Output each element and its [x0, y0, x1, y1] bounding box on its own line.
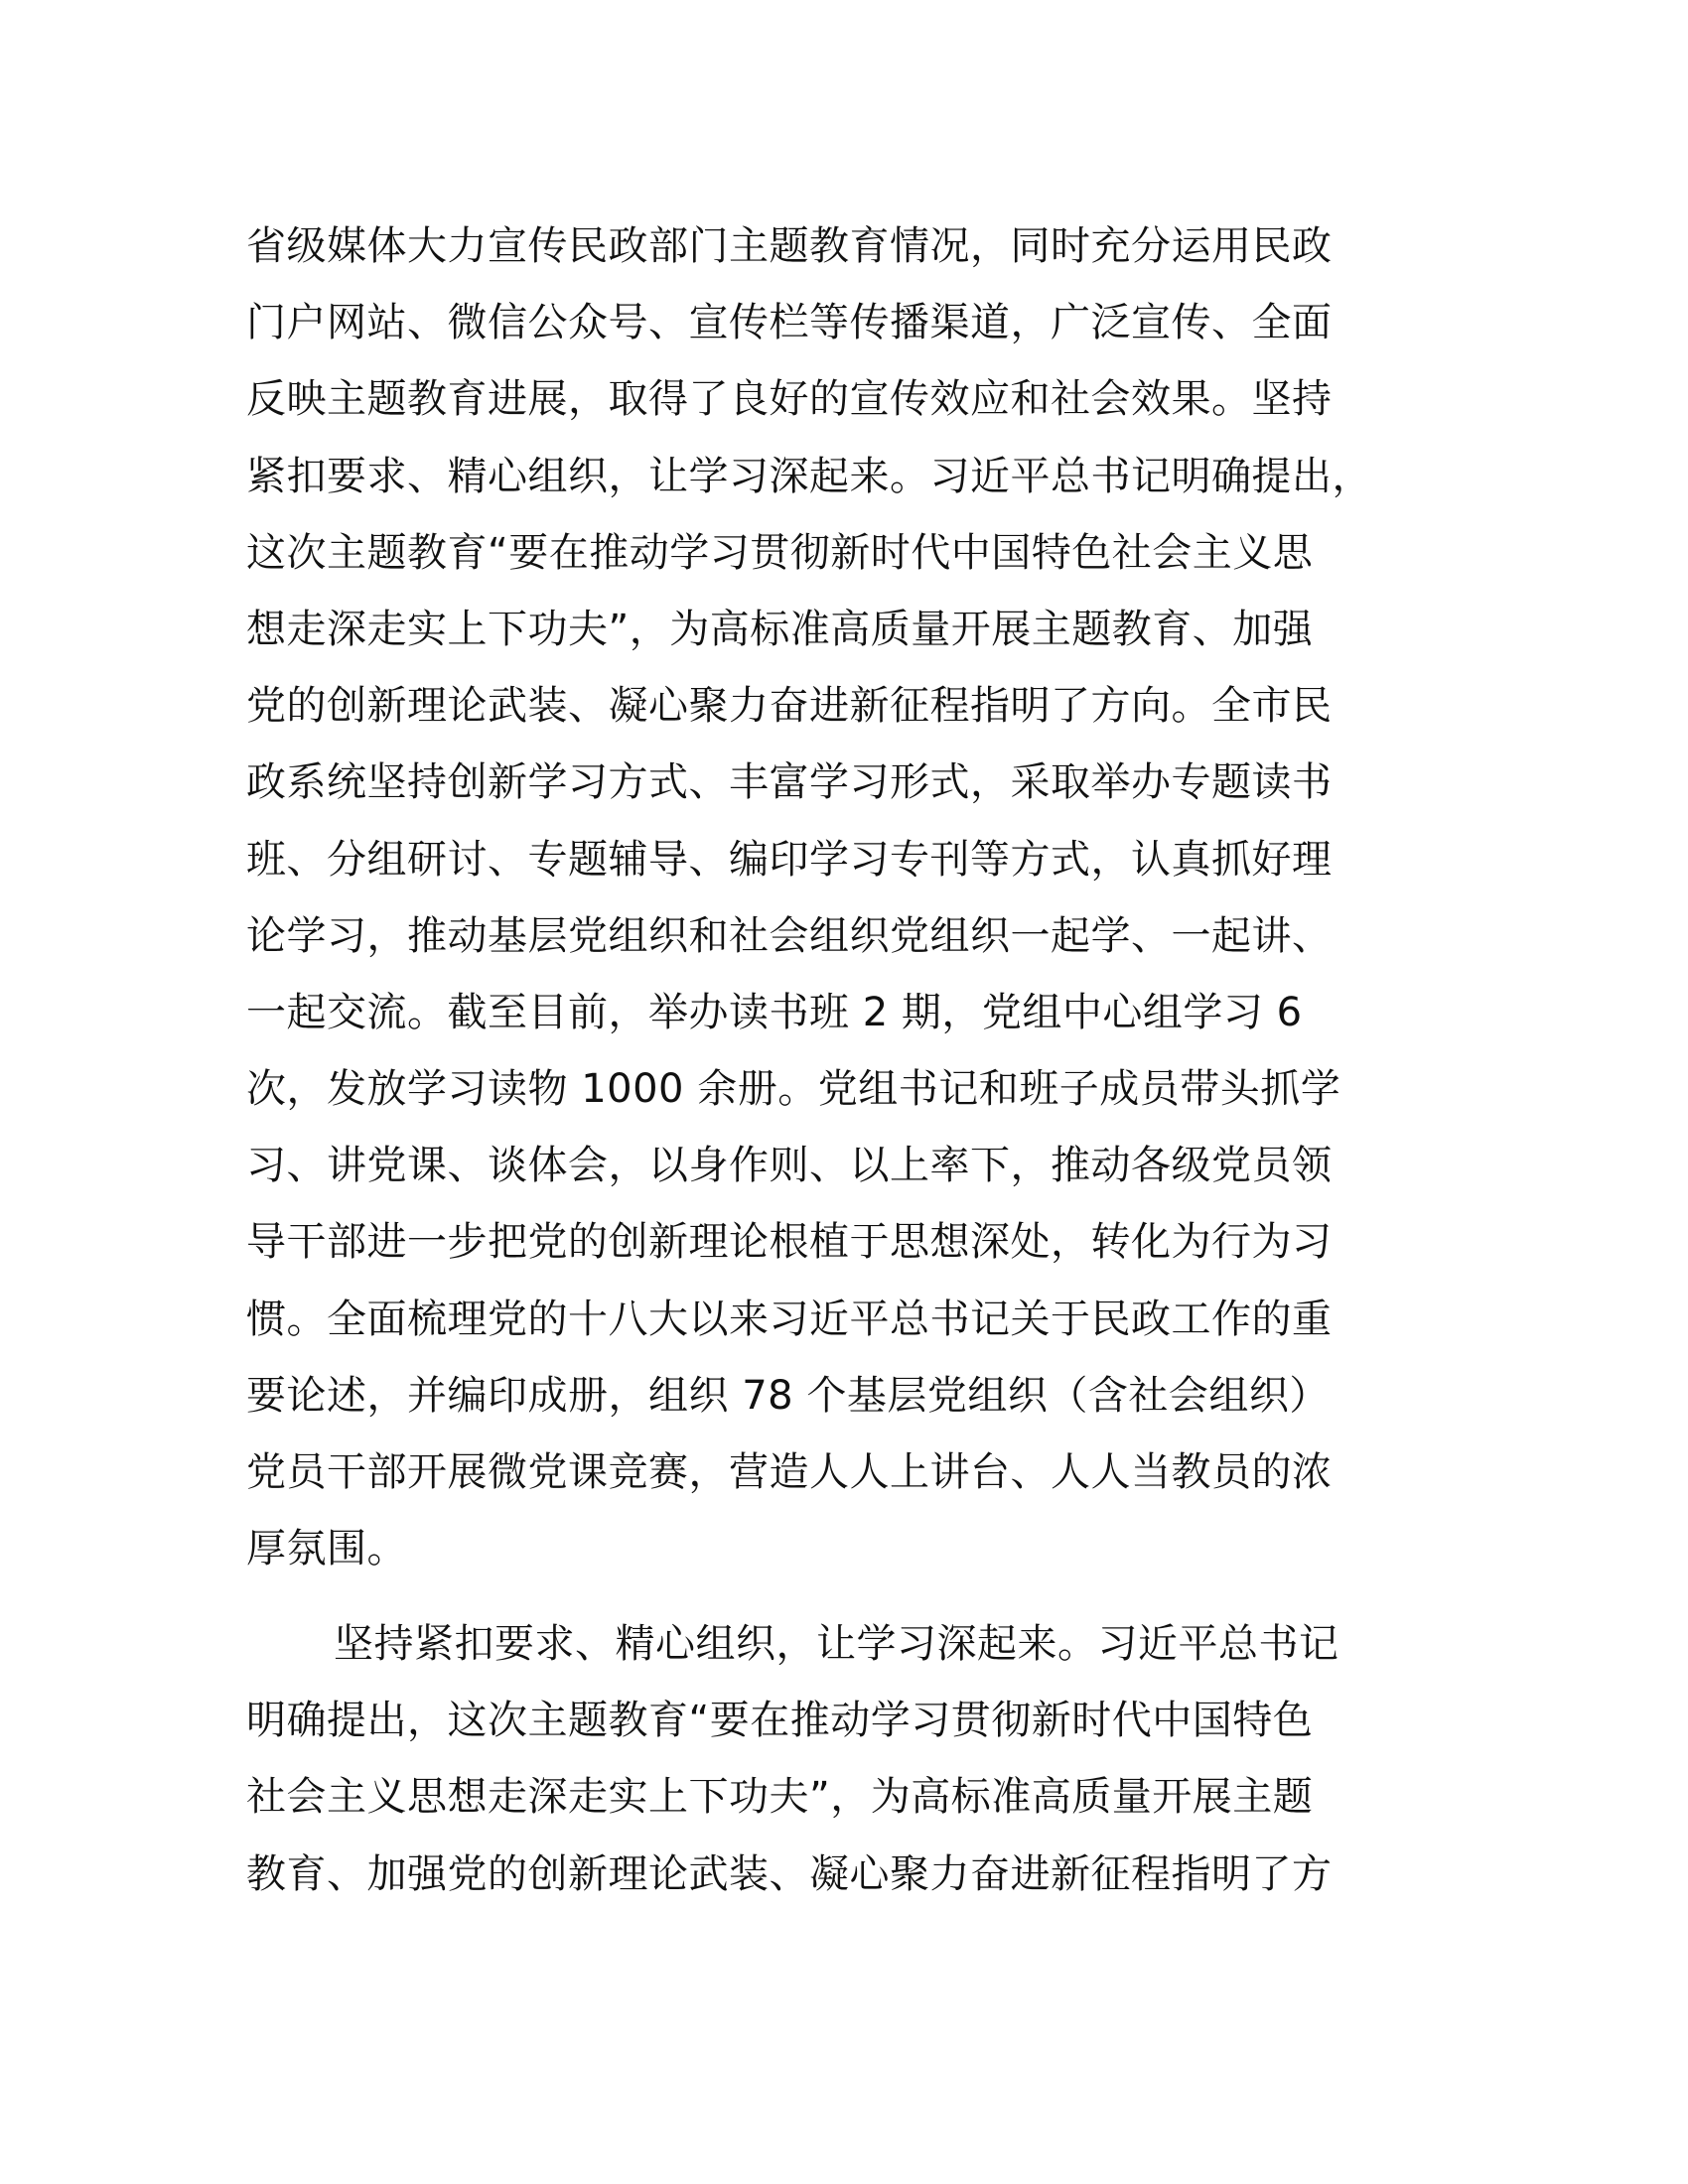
text-line: 党的创新理论武装、凝心聚力奋进新征程指明了方向。全市民	[246, 683, 1333, 730]
text-line: 党员干部开展微党课竞赛，营造人人上讲台、人人当教员的浓	[246, 1449, 1333, 1495]
text-line: 紧扣要求、精心组织，让学习深起来。习近平总书记明确提出，	[246, 453, 1372, 499]
text-line: 明确提出，这次主题教育“要在推动学习贯彻新时代中国特色	[246, 1698, 1314, 1744]
text-line: 想走深走实上下功夫”，为高标准高质量开展主题教育、加强	[246, 606, 1314, 652]
text-line: 这次主题教育“要在推动学习贯彻新时代中国特色社会主义思	[246, 529, 1314, 576]
text-line: 政系统坚持创新学习方式、丰富学习形式，采取举办专题读书	[246, 759, 1333, 806]
text-line: 教育、加强党的创新理论武装、凝心聚力奋进新征程指明了方	[246, 1850, 1333, 1897]
text-line: 省级媒体大力宣传民政部门主题教育情况，同时充分运用民政	[246, 223, 1333, 269]
text-line: 要论述，并编印成册，组织 78 个基层党组织（含社会组织）	[246, 1372, 1330, 1419]
text-line: 门户网站、微信公众号、宣传栏等传播渠道，广泛宣传、全面	[246, 300, 1333, 346]
text-line: 习、讲党课、谈体会，以身作则、以上率下，推动各级党员领	[246, 1143, 1333, 1189]
text-line: 反映主题教育进展，取得了良好的宣传效应和社会效果。坚持	[246, 376, 1333, 423]
text-line: 厚氛围。	[246, 1526, 407, 1572]
text-line: 导干部进一步把党的创新理论根植于思想深处，转化为行为习	[246, 1219, 1333, 1266]
text-line: 社会主义思想走深走实上下功夫”，为高标准高质量开展主题	[246, 1774, 1314, 1821]
paragraph-1	[246, 208, 1448, 1587]
text-line: 惯。全面梳理党的十八大以来习近平总书记关于民政工作的重	[246, 1296, 1333, 1342]
text-line: 次，发放学习读物 1000 余册。党组书记和班子成员带头抓学	[246, 1066, 1341, 1113]
text-line: 班、分组研讨、专题辅导、编印学习专刊等方式，认真抓好理	[246, 836, 1333, 883]
text-line: 一起交流。截至目前，举办读书班 2 期，党组中心组学习 6	[246, 989, 1303, 1035]
text-line: 论学习，推动基层党组织和社会组织党组织一起学、一起讲、	[246, 912, 1333, 959]
paragraph-2	[246, 1606, 1448, 1913]
text-line: 坚持紧扣要求、精心组织，让学习深起来。习近平总书记	[334, 1621, 1339, 1667]
